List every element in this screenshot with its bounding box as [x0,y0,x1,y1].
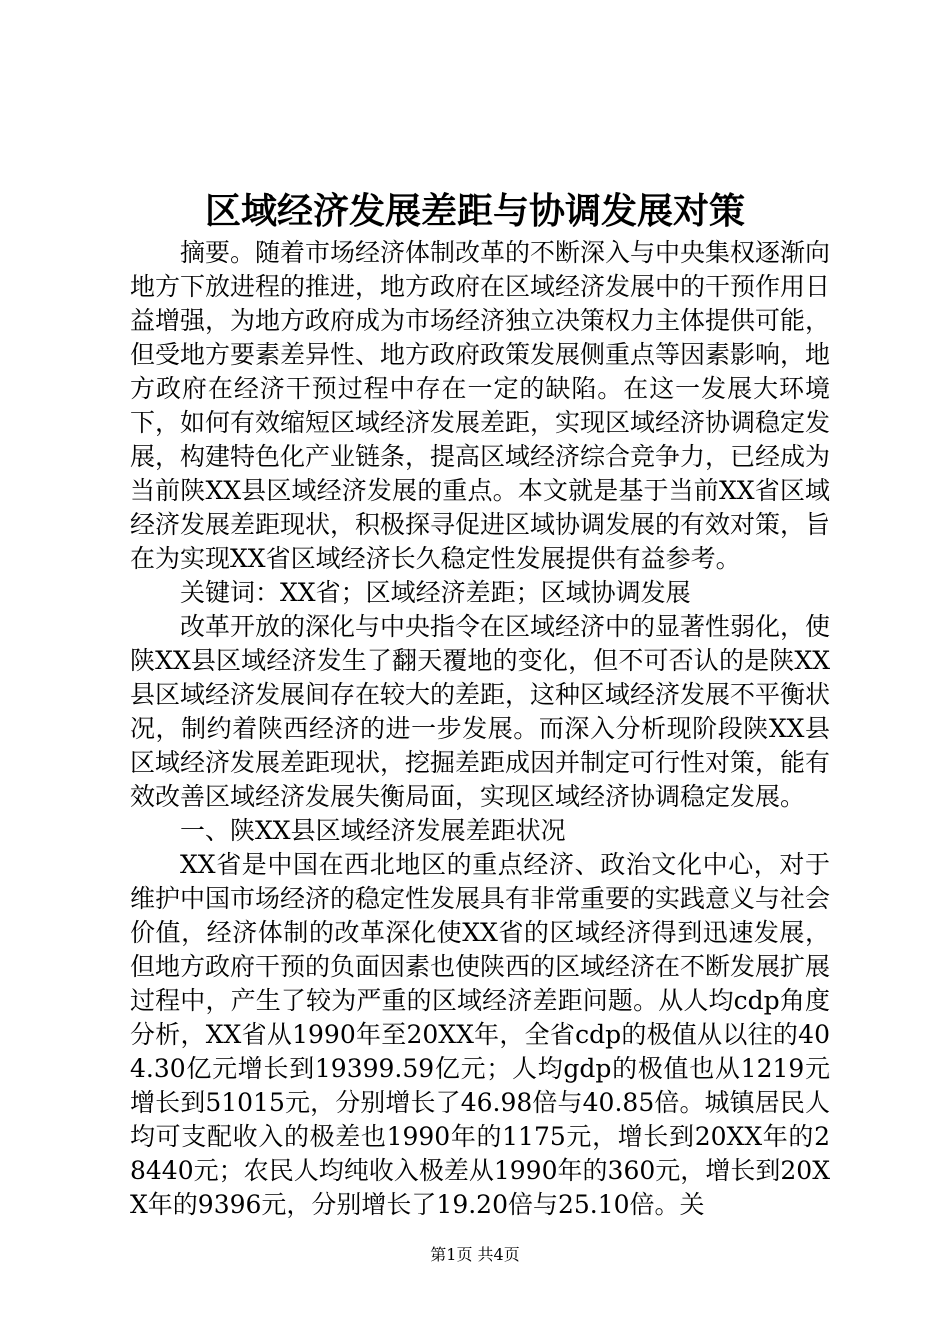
keywords-paragraph: 关键词：XX省；区域经济差距；区域协调发展 [180,578,691,607]
abstract-paragraph: 摘要。随着市场经济体制改革的不断深入与中央集权逐渐向地方下放进程的推进，地方政府在区域经济发展中的干预作用日益增强，为地方政府成为市场经济独立决策权力主体提供可能，但受地方要素差异性、地方政府政策发展侧重点等因素影响，地方政府在经济干预过程中存在一定的缺陷。在这一发展大环境下，如何有效缩短区域经济发展差距，实现区域经济协调稳定发展，构建特色化产业链条，提高区域经济综合竞争力，已经成为当前陕XX县区域经济发展的重点。本文就是基于当前XX省区域经济发展差距现状，积极探寻促进区域协调发展的有效对策，旨在为实现XX省区域经济长久稳定性发展提供有益参考。 [130,238,831,573]
page-footer: 第1页 共4页 [430,1245,520,1264]
document-title: 区域经济发展差距与协调发展对策 [204,190,745,232]
section-paragraph: XX省是中国在西北地区的重点经济、政治文化中心，对于维护中国市场经济的稳定性发展具有非常重要的实践意义与社会价值，经济体制的改革深化使XX省的区域经济得到迅速发展，但地方政府干预的负面因素也使陕西的区域经济在不断发展扩展过程中，产生了较为严重的区域经济差距问题。从人均cdp角度分析，XX省从1990年至20XX年，全省cdp的极值从以往的404.30亿元增长到19399.59亿元；人均gdp的极值也从1219元增长到51015元，分别增长了46.98倍与40.85倍。城镇居民人均可支配收入的极差也1990年的1175元，增长到20XX年的28440元；农民人均纯收入极差从1990年的360元，增长到20XX年的9396元，分别增长了19.20倍与25.10倍。关 [130,850,831,1219]
intro-paragraph: 改革开放的深化与中央指令在区域经济中的显著性弱化，使陕XX县区域经济发生了翻天覆地的变化，但不可否认的是陕XX县区域经济发展间存在较大的差距，这种区域经济发展不平衡状况，制约着陕西经济的进一步发展。而深入分析现阶段陕XX县区域经济发展差距现状，挖掘差距成因并制定可行性对策，能有效改善区域经济发展失衡局面，实现区域经济协调稳定发展。 [130,612,831,811]
section-heading: 一、陕XX县区域经济发展差距状况 [180,816,566,845]
document-body [130,236,830,1222]
